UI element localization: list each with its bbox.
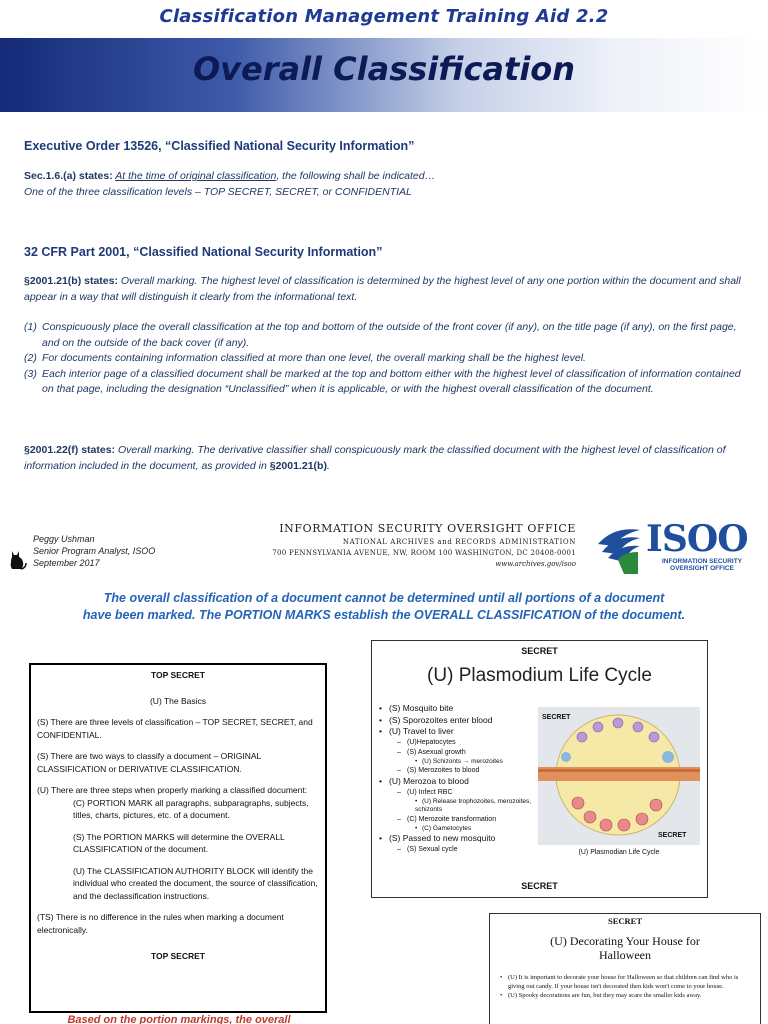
figure-caption: (U) Plasmodian Life Cycle [578,849,660,856]
cfr-2001-22-body: Overall marking. The derivative classifier shall conspicuously mark the classified document with the highest level of classification of information included in the document, as provided in [24,444,726,472]
author-block [33,533,155,569]
isoo-address: 700 PENNSYLVANIA AVENUE, NW, ROOM 100 WASHINGTON, DC 20408-0001 [272,549,576,557]
based-on-note: Based on the portion markings, the overall [67,1014,291,1024]
example-document-top-secret [29,663,327,1013]
page-title: Overall Classification [192,50,576,88]
list-item: – (S) Sexual cycle [379,845,539,855]
doc-bullet-list [500,974,752,1002]
portion-p3b: (S) The PORTION MARKS will determine the OVERALL CLASSIFICATION of the document. [73,831,285,854]
cfr-2001-22-end: . [326,459,330,472]
list-item: – (U) Infect RBC [379,788,539,798]
portion-p1: (S) There are three levels of classification – TOP SECRET, SECRET, and CONFIDENTIAL. [37,717,313,740]
list-item-number: (1) [24,321,37,333]
figure-top-marking: SECRET [542,714,571,721]
list-item-text: For documents containing information classified at more than one level, the overall marking shall be the highest level. [42,352,586,364]
plasmodium-diagram-icon [538,707,700,845]
isoo-website: www.archives.gov/isoo [495,560,576,568]
portion-p3c: (U) The CLASSIFICATION AUTHORITY BLOCK will identify the individual who created the document, the source of classification, and the declassification instructions. [73,865,318,901]
author-date: September 2017 [33,558,100,568]
isoo-letterhead [258,522,576,568]
cat-icon [8,548,28,570]
eo-levels-line: One of the three classification levels – TOP SECRET, SECRET, or CONFIDENTIAL [24,185,412,198]
statement-line1: The overall classification of a document cannot be determined until all portions of a document [103,591,665,605]
slide-title: (U) Plasmodium Life Cycle [427,665,652,686]
statement-line2: have been marked. The PORTION MARKS establish the OVERALL CLASSIFICATION of the document. [82,608,686,622]
list-item: • (S) Mosquito bite [379,703,539,715]
example-slide-secret [371,640,708,898]
list-item: – (C) Merozoite transformation [379,815,539,825]
isoo-tagline-line1: INFORMATION SECURITY [661,558,743,565]
eo-section-text [24,169,750,200]
list-item: • (S) Sporozoites enter blood [379,715,539,727]
author-title: Senior Program Analyst, ISOO [33,546,156,556]
list-item: – (U)Hepatocytes [379,738,539,748]
list-item: – (S) Asexual growth [379,748,539,758]
example-document-halloween [489,913,761,1024]
cfr-2001-22-label: §2001.22(f) states: [24,444,116,456]
list-item-text: Conspicuously place the overall classification at the top and bottom of the outside of the front cover (if any), on the title page (if any), on the first page, and on the outside of the back cover (if any). [42,321,737,349]
top-marking: TOP SECRET [150,670,205,680]
list-item-text: Each interior page of a classified document shall be marked at the top and bottom either with the highest level of classification of information contained on that page, including the designation “Unclassified” when it is applicable, or with the highest overall classification of the document. [42,367,741,395]
list-item: – (S) Merozoites to blood [379,766,539,776]
doc-top-marking: SECRET [607,916,642,926]
list-item [24,351,750,367]
isoo-office-name: INFORMATION SECURITY OVERSIGHT OFFICE [279,522,576,535]
list-item [24,367,750,398]
list-item [24,320,750,351]
portion-p2: (S) There are two ways to classify a document – ORIGINAL CLASSIFICATION or DERIVATIVE CLASSIFICATION. [37,751,261,774]
eo-original-classification: At the time of original classification [115,170,277,182]
list-item-number: (3) [24,367,37,380]
cfr-heading: 32 CFR Part 2001, “Classified National Security Information” [24,245,383,259]
cfr-2001-21-label: §2001.21(b) states: [24,275,118,287]
isoo-logo-text: ISOO [646,518,748,560]
figure-bottom-marking: SECRET [658,832,687,839]
list-item: • (U) It is important to decorate your house for Halloween so that children can find who is giving out candy. If your house isn't decorated then kids won't come to your house. [500,974,752,991]
portion-p3a: (C) PORTION MARK all paragraphs, subparagraphs, subjects, titles, charts, pictures, etc. of a document. [73,797,309,820]
author-name: Peggy Ushman [33,534,95,544]
doc-title [490,934,760,962]
list-item: • (U) Travel to liver [379,726,539,738]
portion-p3: (U) There are three steps when properly marking a classified document: [37,785,308,795]
eo-section-rest: , the following shall be indicated… [276,170,436,182]
list-item: • (U) Spooky decorations are fun, but they may scare the smaller kids away. [500,992,752,1001]
slide-bullet-list [379,703,539,855]
list-item: • (S) Passed to new mosquito [379,833,539,845]
list-item: • (U) Release trophozoites, merozoites, schizonts [379,798,539,815]
training-aid-title: Classification Management Training Aid 2.2 [159,6,609,27]
cfr-2001-21-text [24,274,750,305]
list-item: • (C) Gametocytes [379,825,539,834]
cfr-2001-21-reference: §2001.21(b) [269,459,327,472]
cfr-2001-22-text [24,443,750,474]
eo-heading: Executive Order 13526, “Classified National Security Information” [24,139,415,153]
doc-title-line2: Halloween [599,948,651,962]
list-item: • (U) Schizonts → merozoites [379,758,539,767]
eo-section-label: Sec.1.6.(a) states: [24,170,113,182]
doc-title: (U) The Basics [149,695,207,706]
slide-top-marking: SECRET [521,646,558,656]
slide-bottom-marking: SECRET [521,881,558,891]
isoo-tagline-line2: OVERSIGHT OFFICE [670,565,734,572]
doc-title-line1: (U) Decorating Your House for [550,934,700,948]
cfr-2001-21-body: Overall marking. The highest level of classification is determined by the highest level of any one portion within the document and shall appear in a way that will distinguish it clearly from the informational text. [24,275,741,303]
overall-classification-statement [40,590,728,624]
cfr-requirements-list [24,320,750,398]
list-item-number: (2) [24,352,37,364]
bottom-marking: TOP SECRET [150,951,205,961]
plasmodium-figure [538,707,700,845]
isoo-agency: NATIONAL ARCHIVES and RECORDS ADMINISTRATION [342,538,576,546]
isoo-logo-tagline [648,558,756,572]
portion-p4: (TS) There is no difference in the rules when marking a document electronically. [37,912,284,935]
list-item: • (U) Merozoa to blood [379,776,539,788]
